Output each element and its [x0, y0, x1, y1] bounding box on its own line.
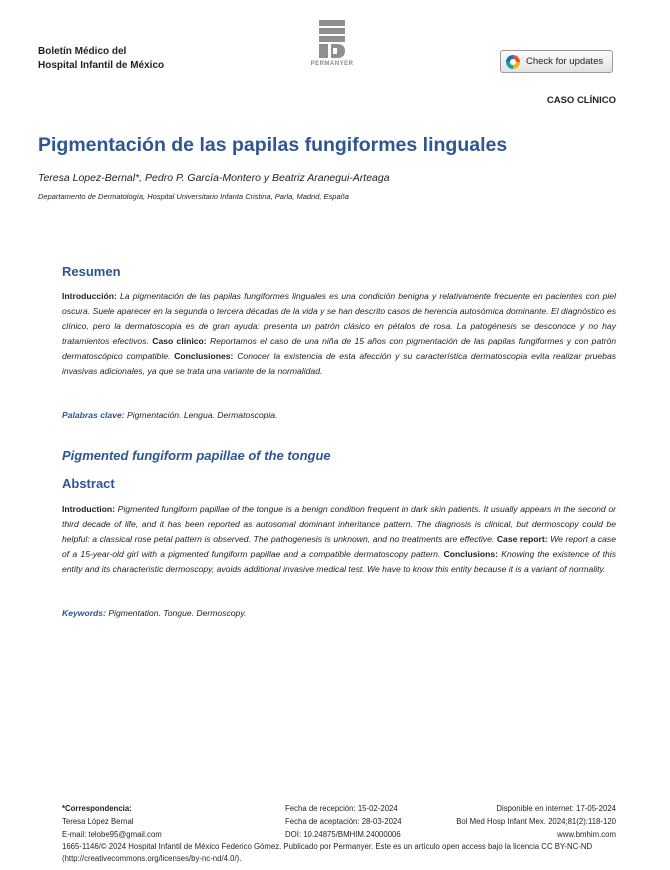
resumen-case-text: Reportamos el caso de una niña de 15 años con pigmentación de las papilas fungiformes y con patrón dermatoscópico compatible.: [62, 335, 617, 361]
check-for-updates-label: Check for updates: [526, 56, 604, 67]
website-link[interactable]: www.bmhim.com: [557, 829, 616, 839]
doi[interactable]: DOI: 10.24875/BMHIM.24000006: [285, 829, 401, 839]
abstract-heading: Abstract: [62, 476, 115, 491]
correspondence-block: [62, 803, 162, 841]
english-title: Pigmented fungiform papillae of the tongue: [62, 448, 331, 463]
palabras-clave: [62, 410, 616, 420]
abstract-intro-label: Introduction:: [62, 504, 115, 514]
article-title: Pigmentación de las papilas fungiformes linguales: [38, 134, 508, 156]
resumen-case-label: Caso clínico:: [152, 335, 207, 346]
palabras-clave-label: Palabras clave:: [62, 410, 125, 420]
abstract-case-text: We report a case of a 15-year-old girl with a pigmented fungiform papillae and a compatible dermatoscopy pattern.: [62, 533, 617, 559]
journal-name-line2: Hospital Infantil de México: [38, 60, 165, 71]
abstract-case-label: Case report:: [496, 533, 548, 544]
license-line2[interactable]: (http://creativecommons.org/licenses/by-nc-nd/4.0/).: [62, 854, 242, 863]
keywords: [62, 608, 616, 618]
resumen-conclusions-label: Conclusiones:: [174, 350, 234, 361]
article-type: CASO CLÍNICO: [546, 95, 616, 106]
keywords-label: Keywords:: [62, 608, 106, 618]
publisher-name: PERMANYER: [310, 61, 354, 67]
resumen-intro-label: Introducción:: [62, 291, 117, 301]
received-date: Fecha de recepción: 15-02-2024: [285, 804, 398, 813]
correspondence-label: *Correspondencia:: [62, 804, 132, 813]
correspondence-email[interactable]: E-mail: telobe95@gmail.com: [62, 829, 162, 839]
citation: Bol Med Hosp Infant Mex. 2024;81(2):118-120: [456, 816, 616, 826]
resumen-intro-text: La pigmentación de las papilas fungiformes linguales es una condición benigna y relativamente frecuente en pacientes con piel oscura. Suele aparecer en la segunda o tercera décadas de la vida y se han descrito casos de herencia autosómica dominante. El diagnóstico es clínico, pero la dermatoscopia es de gran ayuda: presenta un patrón clásico en pétalos de rosa. La patogénesis se desconoce y no hay tratamientos efectivos.: [62, 291, 616, 346]
resumen-body: [62, 289, 616, 378]
abstract-intro-text: Pigmented fungiform papillae of the tongue is a benign condition frequent in dark skin patients. It usually appears in the second or third decade of life, and it has been reported as autosomal dominant inheritance pattern. The diagnosis is clinical, but dermoscopy could be helpful: a classical rose petal pattern is observed. The pathogenesis is unknown, and no treatments are effective.: [62, 504, 616, 544]
crossmark-icon: [506, 55, 520, 69]
correspondence-name: Teresa López Bernal: [62, 816, 134, 826]
publisher-logo: [302, 20, 362, 67]
license-line1: 1665-1146/© 2024 Hospital Infantil de México Federico Gómez. Publicado por Permanyer. Este es un artículo open access bajo la licencia CC BY-NC-ND: [62, 842, 593, 851]
dates-block: [285, 803, 402, 841]
publication-block: [456, 803, 616, 841]
journal-name: [38, 45, 164, 73]
abstract-conclusions-label: Conclusions:: [443, 548, 499, 559]
resumen-heading: Resumen: [62, 264, 121, 279]
affiliation: Departamento de Dermatología, Hospital Universitario Infanta Cristina, Parla, Madrid, España: [38, 192, 349, 201]
abstract-body: [62, 502, 616, 577]
abstract-conclusions-text: Knowing the existence of this entity and its characteristic dermoscopy, avoids additional invasive medical test. We have to know this entity because it is a variant of normality.: [62, 548, 616, 574]
license-notice: [62, 841, 618, 865]
palabras-clave-text: Pigmentación. Lengua. Dermatoscopia.: [126, 410, 278, 420]
authors: Teresa Lopez-Bernal*, Pedro P. García-Montero y Beatriz Aranegui-Arteaga: [38, 172, 390, 184]
journal-name-line1: Boletín Médico del: [38, 46, 127, 57]
resumen-conclusions-text: Conocer la existencia de esta afección y su característica dermatoscopia evita realizar pruebas invasivas adicionales, ya que se trata una variante de la normalidad.: [62, 350, 617, 376]
keywords-text: Pigmentation. Tongue. Dermoscopy.: [108, 608, 247, 618]
check-for-updates-button[interactable]: [500, 50, 613, 73]
online-date: Disponible en internet: 17-05-2024: [496, 804, 616, 813]
permanyer-logo-icon: [319, 20, 345, 58]
accepted-date: Fecha de aceptación: 28-03-2024: [285, 816, 402, 826]
